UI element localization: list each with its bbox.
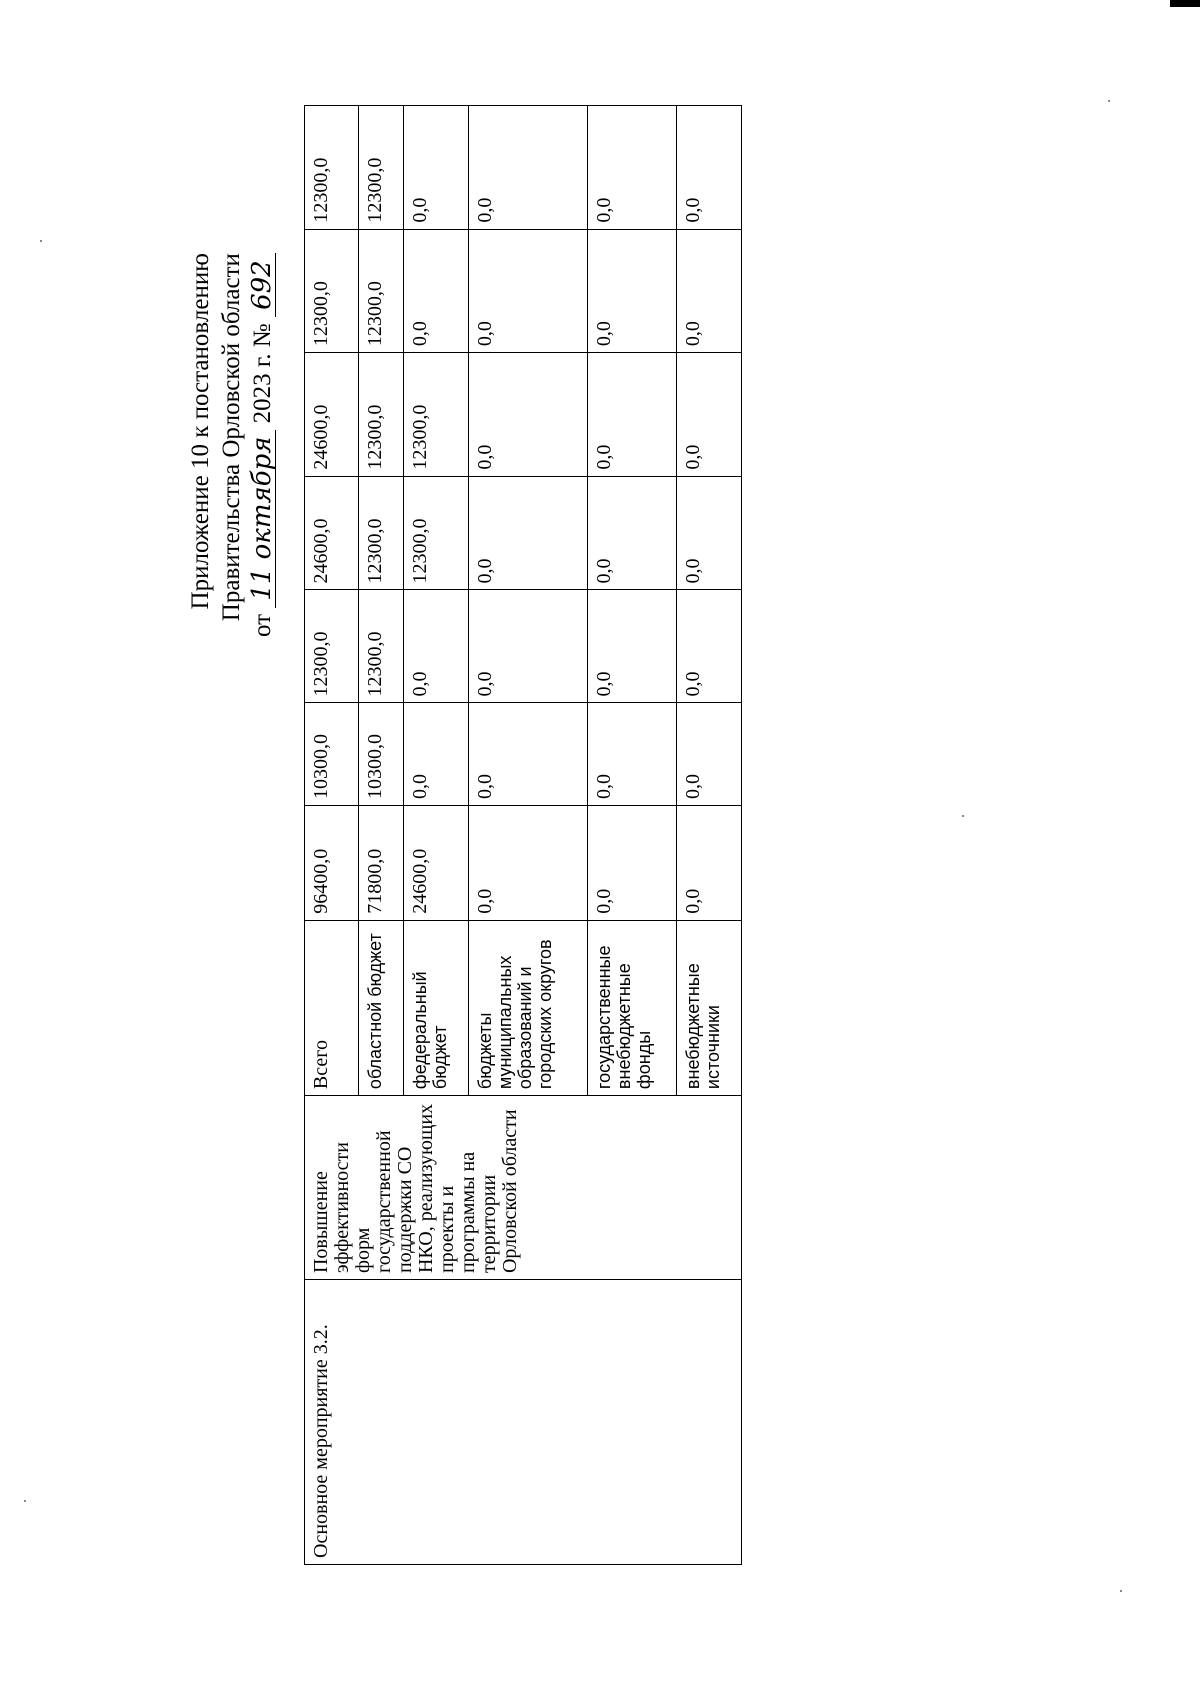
value-cell: 0,0 [469, 806, 588, 921]
header-line-3 [247, 253, 278, 637]
header-year: 2023 г. № [249, 323, 276, 424]
handwritten-date: 11 октября [249, 430, 276, 608]
scan-speck [1108, 100, 1110, 102]
value-cell: 0,0 [677, 590, 742, 703]
source-cell: внебюджетные источники [677, 920, 742, 1095]
header-line-1: Приложение 10 к постановлению [187, 253, 214, 610]
value-cell: 12300,0 [359, 590, 404, 703]
header-prefix: от [249, 613, 276, 637]
source-cell: государственные внебюджетные фонды [588, 920, 677, 1095]
funding-table [304, 105, 742, 1565]
value-cell: 0,0 [677, 106, 742, 230]
value-cell: 96400,0 [305, 806, 359, 921]
scan-artifact [1170, 0, 1200, 7]
value-cell: 0,0 [677, 353, 742, 477]
value-cell: 0,0 [588, 590, 677, 703]
value-cell: 12300,0 [305, 229, 359, 353]
value-cell: 12300,0 [404, 476, 469, 590]
source-cell: федеральный бюджет [404, 920, 469, 1095]
value-cell: 12300,0 [404, 353, 469, 477]
value-cell: 0,0 [404, 229, 469, 353]
value-cell: 0,0 [404, 590, 469, 703]
value-cell: 0,0 [588, 703, 677, 806]
value-cell: 0,0 [469, 229, 588, 353]
value-cell: 0,0 [588, 106, 677, 230]
document-header [185, 253, 278, 637]
value-cell: 12300,0 [359, 476, 404, 590]
source-cell: Всего [305, 920, 359, 1095]
value-cell: 0,0 [588, 229, 677, 353]
rotated-page [0, 105, 1200, 1705]
value-cell: 0,0 [588, 806, 677, 921]
handwritten-number: 692 [249, 253, 276, 317]
value-cell: 0,0 [469, 353, 588, 477]
value-cell: 71800,0 [359, 806, 404, 921]
value-cell: 10300,0 [359, 703, 404, 806]
value-cell: 24600,0 [404, 806, 469, 921]
value-cell: 0,0 [677, 806, 742, 921]
measure-description-cell: Повышение эффективности форм государственной поддержки СО НКО, реализующих проекты и программы на территории Орловской области [305, 1096, 742, 1280]
source-cell: бюджеты муниципальных образований и городских округов [469, 920, 588, 1095]
table-row [305, 106, 359, 1565]
value-cell: 0,0 [469, 590, 588, 703]
value-cell: 10300,0 [305, 703, 359, 806]
value-cell: 12300,0 [359, 106, 404, 230]
value-cell: 12300,0 [359, 353, 404, 477]
value-cell: 12300,0 [305, 590, 359, 703]
value-cell: 24600,0 [305, 353, 359, 477]
value-cell: 0,0 [469, 703, 588, 806]
value-cell: 0,0 [404, 703, 469, 806]
value-cell: 0,0 [469, 106, 588, 230]
value-cell: 0,0 [677, 229, 742, 353]
value-cell: 24600,0 [305, 476, 359, 590]
header-line-2: Правительства Орловской области [218, 253, 245, 622]
value-cell: 0,0 [677, 476, 742, 590]
value-cell: 0,0 [469, 476, 588, 590]
value-cell: 0,0 [588, 476, 677, 590]
measure-name-cell: Основное мероприятие 3.2. [305, 1280, 742, 1565]
source-cell: областной бюджет [359, 920, 404, 1095]
value-cell: 0,0 [404, 106, 469, 230]
value-cell: 0,0 [677, 703, 742, 806]
value-cell: 12300,0 [359, 229, 404, 353]
value-cell: 0,0 [588, 353, 677, 477]
value-cell: 12300,0 [305, 106, 359, 230]
